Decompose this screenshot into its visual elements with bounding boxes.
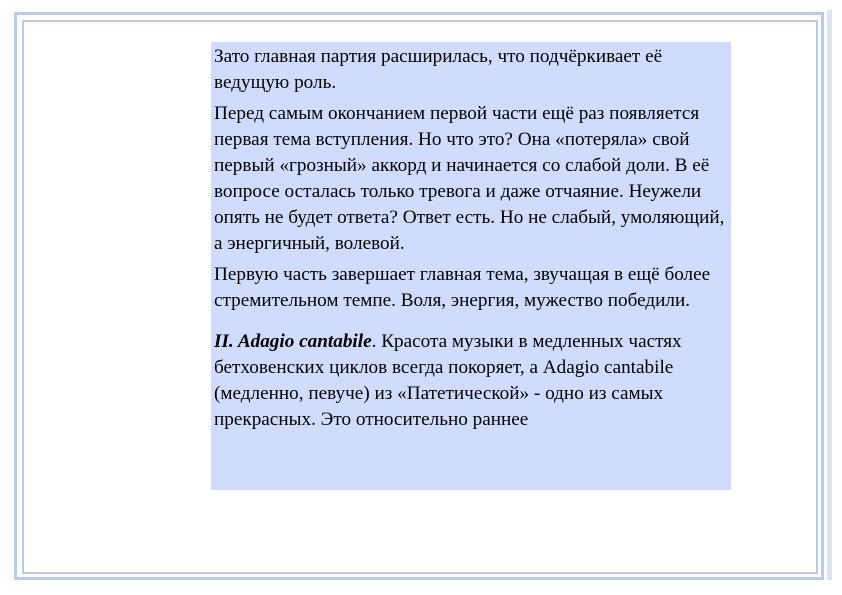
- paragraph-adagio: [214, 329, 728, 433]
- section-text: . Красота музыки в медленных частях бетховенских циклов всегда покоряет, а Adagio cantabile (медленно, певуче) из «Патетической» - одно из самых прекрасных. Это относительно раннее: [214, 331, 682, 430]
- paragraph-first-part-conclusion: Первую часть завершает главная тема, звучащая в ещё более стремительном темпе. Воля, энергия, мужество победили.: [214, 264, 711, 311]
- paragraph-first-part-ending: Перед самым окончанием первой части ещё раз появляется первая тема вступления. Но что это? Она «потеряла» свой первый «грозный» аккорд и начинается со слабой доли. В её вопросе осталась только тревога и даже отчаяние. Неужели опять не будет ответа? Ответ есть. Но не слабый, умоляющий, а энергичный, волевой.: [214, 103, 725, 254]
- section-heading: II. Adagio cantabile: [214, 331, 372, 352]
- paragraph-main-theme: Зато главная партия расширилась, что подчёркивает её ведущую роль.: [214, 46, 663, 93]
- frame-shadow: [827, 10, 832, 580]
- text-box: [211, 42, 731, 490]
